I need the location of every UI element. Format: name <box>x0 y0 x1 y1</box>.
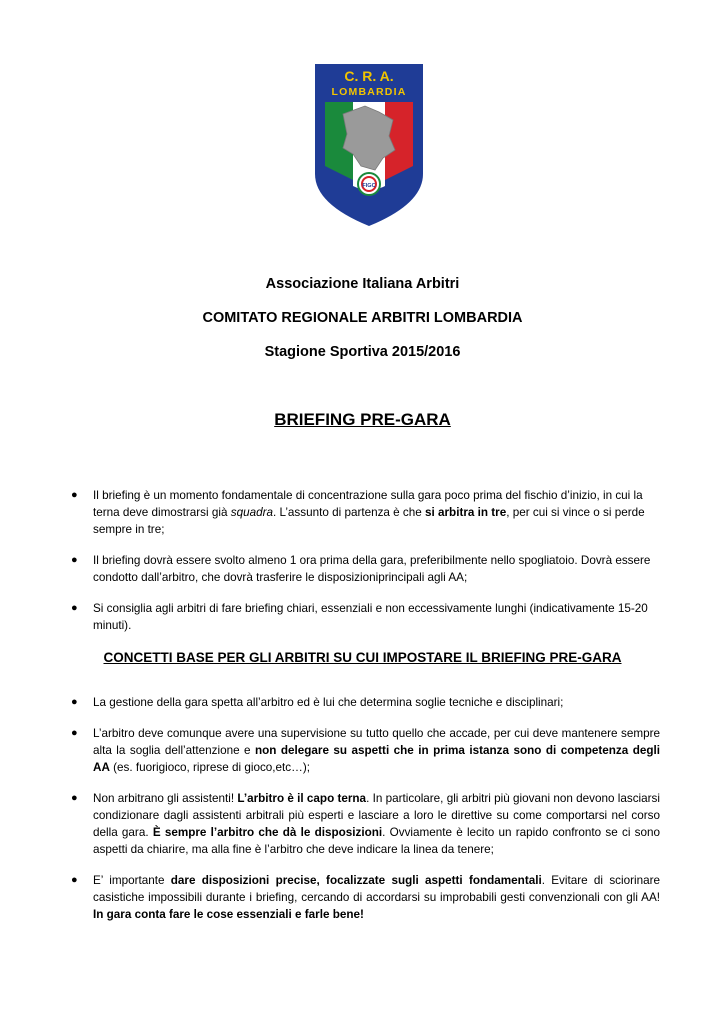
document-title: BRIEFING PRE-GARA <box>274 410 451 429</box>
list-item: ● E’ importante dare disposizioni precise, focalizzate sugli aspetti fondamentali. Evitare di sciorinare casistiche impossibili durante i briefing, cercando di accordarsi su improbabili gesti convenzionali con gli AA! In gara conta fare le cose essenziali e farle bene! <box>71 874 660 921</box>
logo-badge-text: FIGC <box>362 183 376 189</box>
list-item: ● La gestione della gara spetta all’arbitro ed è lui che determina soglie tecniche e disciplinari; <box>71 696 564 709</box>
bullet-icon: ● <box>71 602 78 614</box>
logo-line1: C. R. A. <box>344 68 394 84</box>
list-item: ● Il briefing è un momento fondamentale di concentrazione sulla gara poco prima del fischio d’inizio, in cui la terna deve dimostrarsi già squadra. L’assunto di partenza è che si arbitra in tre, per cui si vince o si perde sempre in tre; <box>71 489 645 536</box>
list-item: ● Si consiglia agli arbitri di fare briefing chiari, essenziali e non eccessivamente lunghi (indicativamente 15-20 minuti). <box>71 602 648 632</box>
bullet-icon: ● <box>71 696 78 708</box>
concept-bullet-list <box>63 694 660 937</box>
bullet-icon: ● <box>71 792 78 804</box>
cra-lombardia-logo <box>313 62 425 228</box>
list-item: ● L’arbitro deve comunque avere una supervisione su tutto quello che accade, per cui deve mantenere sempre alta la soglia dell’attenzione e non delegare su aspetti che in prima istanza sono di competenza degli AA (es. fuorigioco, riprese di gioco,etc…); <box>71 727 660 774</box>
section-subtitle: CONCETTI BASE PER GLI ARBITRI SU CUI IMPOSTARE IL BRIEFING PRE-GARA <box>103 650 622 665</box>
bullet-icon: ● <box>71 874 78 886</box>
intro-bullet-list <box>63 487 660 648</box>
list-item: ● Il briefing dovrà essere svolto almeno 1 ora prima della gara, preferibilmente nello spogliatoio. Dovrà essere condotto dall’arbitro, che dovrà trasferire le disposizioniprincipali agli AA; <box>71 554 651 584</box>
bullet-icon: ● <box>71 554 78 566</box>
bullet-icon: ● <box>71 489 78 501</box>
season-label: Stagione Sportiva 2015/2016 <box>264 344 461 360</box>
shield-logo-icon <box>313 62 425 228</box>
committee-name: COMITATO REGIONALE ARBITRI LOMBARDIA <box>202 310 523 326</box>
org-name: Associazione Italiana Arbitri <box>265 276 460 292</box>
logo-line2: LOMBARDIA <box>331 86 407 98</box>
list-item: ● Non arbitrano gli assistenti! L’arbitro è il capo terna. In particolare, gli arbitri più giovani non devono lasciarsi condizionare dagli assistenti arbitrali più esperti e lasciare a loro le direttive su come comportarsi nel corso della gara. È sempre l’arbitro che dà le disposizioni. Ovviamente è lecito un rapido confronto se ci sono aspetti da chiarire, ma alla fine è l’arbitro che deve indicare la linea da tenere; <box>71 792 661 856</box>
bullet-icon: ● <box>71 727 78 739</box>
